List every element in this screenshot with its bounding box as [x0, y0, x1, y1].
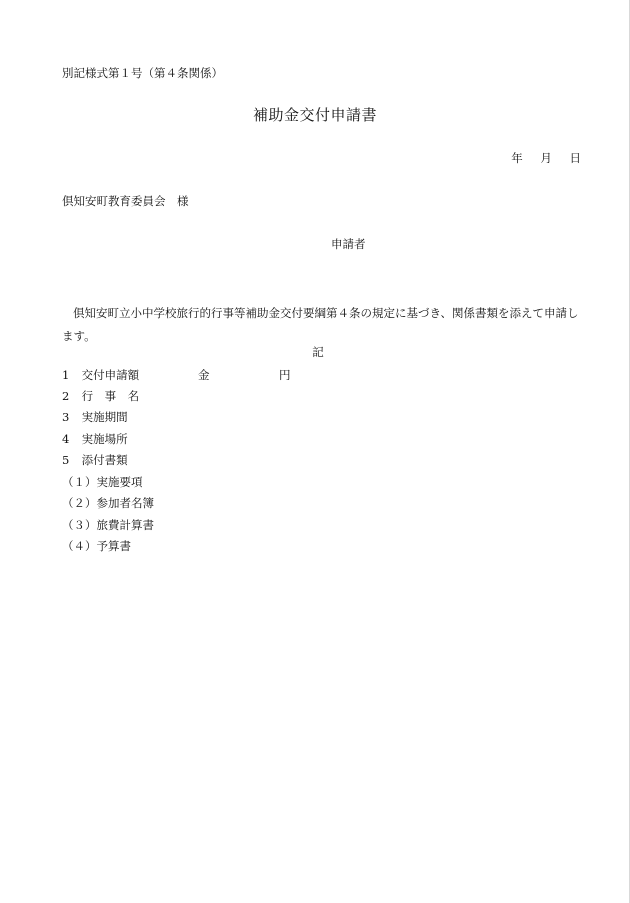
addressee: 倶知安町教育委員会 様	[62, 194, 189, 208]
attachment-item: （４）予算書	[62, 539, 131, 553]
document-title: 補助金交付申請書	[252, 106, 377, 124]
item-label: 実施期間	[81, 410, 128, 424]
attachment-item: （２）参加者名簿	[62, 496, 154, 510]
item-number: 1	[62, 368, 70, 382]
item-label: 交付申請額	[81, 368, 140, 382]
list-item-period	[62, 412, 128, 424]
list-item-attachments	[62, 455, 128, 467]
list-item-location	[62, 434, 128, 446]
date-year-label: 年	[511, 151, 523, 165]
item-number: 2	[62, 389, 70, 403]
item-label: 実施場所	[81, 432, 128, 446]
application-statement: 倶知安町立小中学校旅行的行事等補助金交付要綱第４条の規定に基づき、関係書類を添えて申請します。	[62, 306, 579, 343]
amount-prefix: 金	[198, 368, 210, 382]
list-item-event-name	[62, 391, 139, 403]
item-number: 3	[62, 410, 70, 424]
applicant-label: 申請者	[331, 237, 366, 251]
attachment-item: （３）旅費計算書	[62, 518, 154, 532]
form-number-label: 別記様式第１号（第４条関係）	[62, 66, 223, 80]
date-line	[497, 153, 581, 165]
date-day-label: 日	[569, 151, 581, 165]
attachment-item: （１）実施要項	[62, 475, 143, 489]
item-label: 行 事 名	[81, 389, 140, 403]
item-number: 4	[62, 432, 70, 446]
item-number: 5	[62, 453, 70, 467]
amount-unit: 円	[279, 368, 291, 382]
record-mark: 記	[312, 345, 324, 359]
list-item-amount	[62, 368, 291, 382]
date-month-label: 月	[540, 151, 552, 165]
item-label: 添付書類	[81, 453, 128, 467]
